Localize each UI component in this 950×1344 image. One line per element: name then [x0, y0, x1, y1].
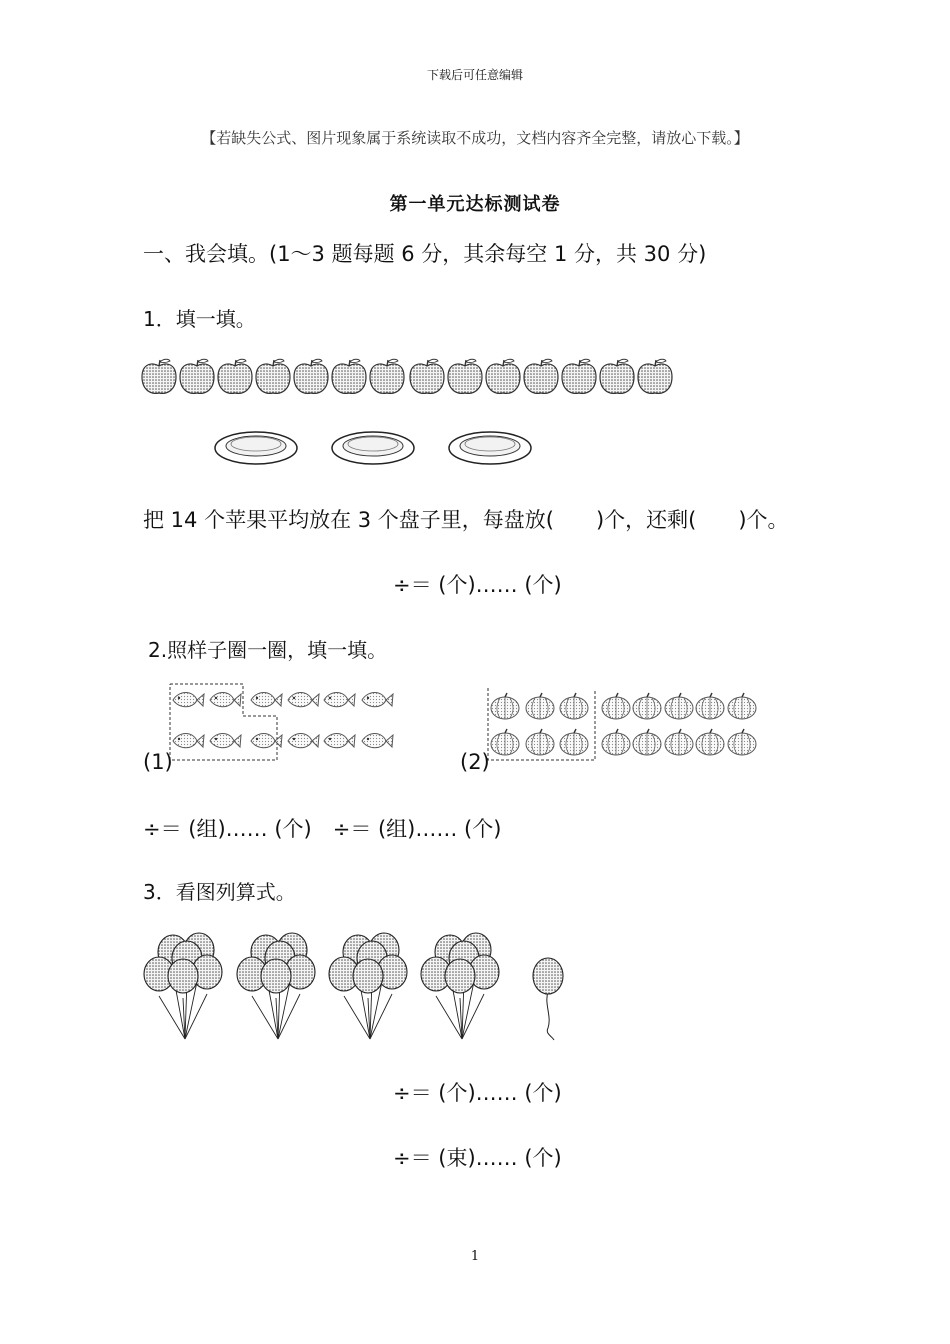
balloon-icon: [261, 959, 291, 993]
top-note: 下载后可任意编辑: [426, 68, 523, 82]
pumpkin-group: [485, 686, 765, 766]
single-balloon: [533, 958, 563, 1040]
balloon-bunch: [144, 933, 222, 1039]
pumpkin-icon: [491, 693, 519, 719]
page-number: 1: [470, 1249, 480, 1264]
pumpkin-icon: [560, 693, 588, 719]
fish-icon: [362, 734, 393, 748]
pumpkin-icon: [560, 729, 588, 755]
plate-icon: [332, 432, 414, 464]
page-title: 第一单元达标测试卷: [389, 194, 561, 215]
pumpkin-icon: [491, 729, 519, 755]
fish-icon: [210, 734, 241, 748]
question-1-equation: ÷＝ (个)…… (个): [393, 573, 562, 597]
pumpkin-icon: [526, 693, 554, 719]
balloon-bunch: [329, 933, 407, 1039]
apple-icon: [448, 359, 482, 393]
fish-icon: [173, 734, 204, 748]
plate-icon: [215, 432, 297, 464]
fish-icon: [210, 693, 241, 707]
fish-icon: [173, 693, 204, 707]
plates-row: [210, 425, 550, 470]
pumpkin-icon: [696, 693, 724, 719]
apple-icon: [600, 359, 634, 393]
pumpkin-icon: [602, 729, 630, 755]
question-3-equation-1: ÷＝ (个)…… (个): [393, 1081, 562, 1105]
question-2-equation: ÷＝ (组)…… (个) ÷＝ (组)…… (个): [143, 817, 502, 841]
balloon-bunch: [237, 933, 315, 1039]
question-3-equation-2: ÷＝ (束)…… (个): [393, 1146, 562, 1170]
apple-icon: [524, 359, 558, 393]
fish-icon: [288, 734, 319, 748]
apple-icon: [332, 359, 366, 393]
fish-icon: [324, 734, 355, 748]
apple-icon: [294, 359, 328, 393]
section-heading: 一、我会填。(1～3 题每题 6 分，其余每空 1 分，共 30 分): [143, 242, 707, 266]
balloon-icon: [533, 958, 563, 994]
balloon-bunch: [421, 933, 499, 1039]
apple-icon: [562, 359, 596, 393]
pumpkin-icon: [633, 693, 661, 719]
balloons-row: [140, 932, 580, 1047]
pumpkin-icon: [602, 693, 630, 719]
part-2-label: (2): [460, 750, 490, 774]
fish-icon: [324, 693, 355, 707]
pumpkin-icon: [665, 693, 693, 719]
fish-icon: [251, 734, 282, 748]
question-2-label: 2.照样子圈一圈，填一填。: [148, 638, 388, 662]
download-notice: 【若缺失公式、图片现象属于系统读取不成功，文档内容齐全完整，请放心下载。】: [201, 129, 749, 147]
pumpkin-icon: [633, 729, 661, 755]
pumpkin-icon: [665, 729, 693, 755]
pumpkin-icon: [728, 729, 756, 755]
apple-icon: [638, 359, 672, 393]
question-1-label: 1．填一填。: [143, 307, 256, 331]
balloon-icon: [353, 959, 383, 993]
question-1-sentence: 把 14 个苹果平均放在 3 个盘子里，每盘放( )个，还剩( )个。: [143, 508, 789, 532]
fish-group: [165, 680, 405, 765]
fish-icon: [251, 693, 282, 707]
apple-icon: [142, 359, 176, 393]
balloon-icon: [445, 959, 475, 993]
pumpkin-icon: [526, 729, 554, 755]
apple-icon: [410, 359, 444, 393]
fish-icon: [288, 693, 319, 707]
apple-icon: [218, 359, 252, 393]
balloon-icon: [168, 959, 198, 993]
apples-row: [140, 358, 700, 400]
fish-icon: [362, 693, 393, 707]
pumpkin-icon: [728, 693, 756, 719]
question-3-label: 3．看图列算式。: [143, 880, 296, 904]
apple-icon: [370, 359, 404, 393]
pumpkin-icon: [696, 729, 724, 755]
apple-icon: [486, 359, 520, 393]
plate-icon: [449, 432, 531, 464]
apple-icon: [180, 359, 214, 393]
apple-icon: [256, 359, 290, 393]
part-1-label: (1): [143, 750, 173, 774]
